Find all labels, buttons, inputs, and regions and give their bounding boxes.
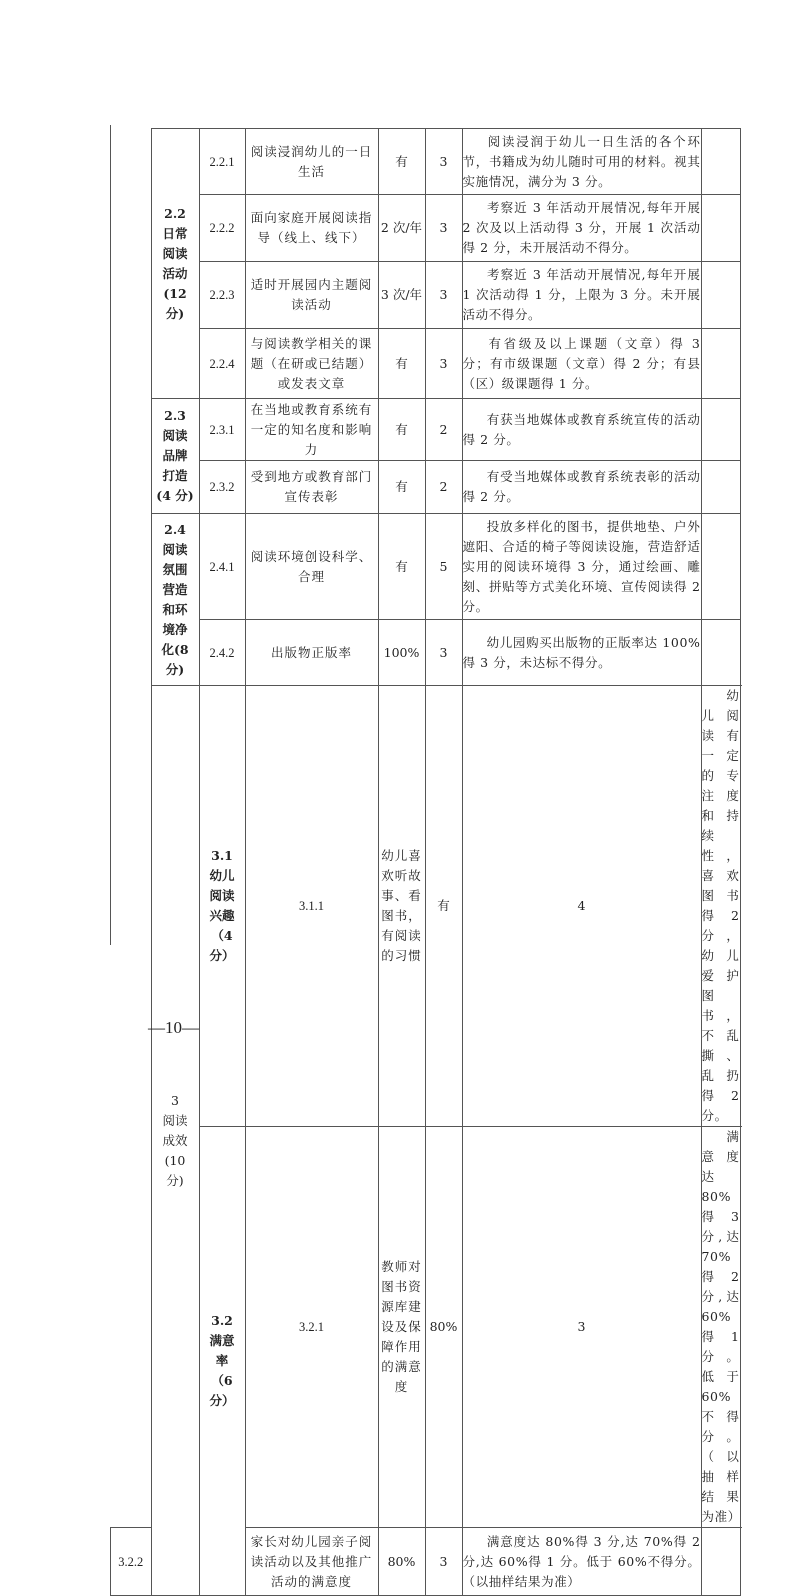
scoring-criteria <box>462 620 701 686</box>
sub-category-line: 活动 <box>162 265 188 281</box>
table-row <box>111 262 741 329</box>
table-row <box>111 329 741 399</box>
remarks-cell <box>701 195 740 262</box>
sub-category-3-1 <box>199 686 245 1127</box>
item-score: 5 <box>425 514 462 620</box>
sub-category-line: 分) <box>165 661 185 677</box>
criteria-text: 有获当地媒体或教育系统宣传的活动得 2 分。 <box>462 411 701 447</box>
table-row <box>111 620 741 686</box>
item-standard: 80% <box>378 1528 425 1596</box>
item-standard: 3 次/年 <box>378 262 425 329</box>
sub-category-line: 分） <box>209 1393 235 1408</box>
criteria-text: 阅读浸润于幼儿一日生活的各个环节，书籍成为幼儿随时可用的材料。视其实施情况，满分为 3 分。 <box>462 133 701 189</box>
item-description: 面向家庭开展阅读指导（线上、线下） <box>245 195 378 262</box>
major-category-cell-empty <box>111 129 152 1528</box>
sub-category-line: 化(8 <box>161 641 189 657</box>
page-number: —10— <box>148 1018 199 1037</box>
sub-category-line: （6 <box>211 1373 233 1388</box>
sub-category-line: 打造 <box>162 468 188 483</box>
item-code: 2.4.1 <box>199 514 245 620</box>
remarks-cell <box>701 329 740 399</box>
remarks-cell <box>701 262 740 329</box>
item-description: 受到地方或教育部门宣传表彰 <box>245 461 378 514</box>
remarks-cell <box>701 514 740 620</box>
item-score: 2 <box>425 399 462 461</box>
sub-category-line: 品牌 <box>162 448 188 463</box>
sub-category-line: 阅读 <box>162 245 188 261</box>
sub-category-line: 氛围 <box>162 561 188 577</box>
scoring-criteria <box>462 262 701 329</box>
item-code: 2.2.3 <box>199 262 245 329</box>
scoring-criteria <box>462 129 701 195</box>
scoring-criteria <box>701 1127 740 1528</box>
item-code: 3.2.1 <box>245 1127 378 1528</box>
remarks-cell <box>701 620 740 686</box>
sub-category-2-2 <box>151 129 199 399</box>
item-score: 3 <box>425 262 462 329</box>
item-score: 3 <box>462 1127 701 1528</box>
item-standard: 2 次/年 <box>378 195 425 262</box>
item-description: 幼儿喜欢听故事、看图书，有阅读的习惯 <box>378 686 425 1127</box>
item-description: 适时开展园内主题阅读活动 <box>245 262 378 329</box>
sub-category-2-3 <box>151 399 199 514</box>
item-code: 2.3.1 <box>199 399 245 461</box>
item-description: 教师对图书资源库建设及保障作用的满意度 <box>378 1127 425 1528</box>
criteria-text: 幼儿阅读有一定的专注度和持续性，喜欢图书得 2 分，幼儿爱护图书，不乱撕、乱扔得 2 分。 <box>701 688 740 1123</box>
sub-category-line: 分） <box>209 948 235 963</box>
item-standard: 有 <box>378 329 425 399</box>
sub-category-line: 率 <box>215 1353 229 1368</box>
sub-category-line: (4 分) <box>156 488 194 503</box>
item-standard: 100% <box>378 620 425 686</box>
scoring-criteria <box>462 1528 701 1596</box>
item-description: 家长对幼儿园亲子阅读活动以及其他推广活动的满意度 <box>245 1528 378 1596</box>
criteria-text: 考察近 3 年活动开展情况,每年开展 1 次活动得 1 分，上限为 3 分。未开展活动不得分。 <box>462 267 701 322</box>
item-standard: 有 <box>378 514 425 620</box>
sub-category-line: 日常 <box>162 225 188 241</box>
major-category-line: 3 <box>171 1092 179 1108</box>
item-description: 阅读浸润幼儿的一日生活 <box>245 129 378 195</box>
criteria-text: 有受当地媒体或教育系统表彰的活动得 2 分。 <box>462 469 701 504</box>
item-standard: 有 <box>378 461 425 514</box>
sub-category-line: 2.4 <box>164 521 186 537</box>
scoring-criteria <box>462 399 701 461</box>
remarks-cell <box>701 129 740 195</box>
table-row <box>111 514 741 620</box>
sub-category-line: （4 <box>211 928 233 943</box>
item-code: 2.3.2 <box>199 461 245 514</box>
scoring-criteria <box>462 514 701 620</box>
sub-category-2-4 <box>151 514 199 686</box>
item-standard: 有 <box>378 129 425 195</box>
item-score: 3 <box>425 620 462 686</box>
scoring-criteria <box>701 686 740 1127</box>
major-category-line: (10 <box>164 1152 186 1168</box>
item-code: 2.2.2 <box>199 195 245 262</box>
sub-category-line: 境净 <box>162 621 188 637</box>
item-score: 4 <box>462 686 701 1127</box>
item-code: 2.2.1 <box>199 129 245 195</box>
table-row <box>111 399 741 461</box>
criteria-text: 幼儿园购买出版物的正版率达 100% 得 3 分，未达标不得分。 <box>462 634 701 670</box>
sub-category-line: 幼儿 <box>209 868 235 883</box>
table-row <box>111 195 741 262</box>
sub-category-line: 阅读 <box>209 888 235 903</box>
sub-category-line: (12 <box>163 285 187 301</box>
remarks-cell <box>740 686 741 1127</box>
item-standard: 80% <box>425 1127 462 1528</box>
major-category-line: 阅读 <box>162 1112 188 1128</box>
sub-category-line: 兴趣 <box>209 908 235 923</box>
criteria-text: 有省级及以上课题（文章）得 3 分；有市级课题（文章）得 2 分；有县（区）级课题得 1 分。 <box>462 335 701 391</box>
sub-category-line: 2.2 <box>164 205 186 221</box>
criteria-text: 满意度达 80%得 3 分,达 70%得 2 分,达 60%得 1 分。低于 60%不得分。（以抽样结果为准） <box>701 1129 741 1524</box>
item-standard: 有 <box>378 399 425 461</box>
remarks-cell <box>701 399 740 461</box>
sub-category-line: 和环 <box>162 601 188 617</box>
sub-category-line: 2.3 <box>164 408 186 423</box>
item-code: 3.2.2 <box>111 1528 152 1596</box>
item-score: 3 <box>425 329 462 399</box>
item-code: 2.2.4 <box>199 329 245 399</box>
item-standard: 有 <box>425 686 462 1127</box>
criteria-text: 考察近 3 年活动开展情况,每年开展 2 次及以上活动得 3 分，开展 1 次活动得 2 分，未开展活动不得分。 <box>462 200 701 255</box>
item-score: 3 <box>425 1528 462 1596</box>
sub-category-line: 营造 <box>162 581 188 597</box>
scoring-criteria <box>462 329 701 399</box>
item-code: 2.4.2 <box>199 620 245 686</box>
table-row <box>111 686 741 1127</box>
criteria-text: 满意度达 80%得 3 分,达 70%得 2 分,达 60%得 1 分。低于 60%不得分。（以抽样结果为准） <box>462 1533 701 1589</box>
item-description: 与阅读教学相关的课题（在研或已结题）或发表文章 <box>245 329 378 399</box>
remarks-cell <box>701 461 740 514</box>
item-description: 出版物正版率 <box>245 620 378 686</box>
evaluation-table <box>110 128 741 1596</box>
item-code: 3.1.1 <box>245 686 378 1127</box>
table-row <box>111 461 741 514</box>
sub-category-line: 阅读 <box>162 541 188 557</box>
table-row <box>111 129 741 195</box>
item-score: 2 <box>425 461 462 514</box>
table-row <box>111 1127 741 1528</box>
criteria-text: 投放多样化的图书，提供地垫、户外遮阳、合适的椅子等阅读设施，营造舒适实用的阅读环境得 3 分，通过绘画、雕刻、拼贴等方式美化环境、宣传阅读得 2 分。 <box>462 518 701 614</box>
scoring-criteria <box>462 461 701 514</box>
item-score: 3 <box>425 129 462 195</box>
sub-category-3-2 <box>199 1127 245 1596</box>
remarks-cell <box>701 1528 740 1596</box>
item-score: 3 <box>425 195 462 262</box>
major-category-line: 分) <box>166 1172 184 1188</box>
item-description: 在当地或教育系统有一定的知名度和影响力 <box>245 399 378 461</box>
major-category-3 <box>151 686 199 1596</box>
sub-category-line: 阅读 <box>162 428 188 443</box>
sub-category-line: 分) <box>165 305 185 321</box>
item-description: 阅读环境创设科学、合理 <box>245 514 378 620</box>
sub-category-line: 满意 <box>209 1333 235 1348</box>
remarks-cell <box>740 1127 741 1528</box>
major-category-line: 成效 <box>162 1132 188 1148</box>
sub-category-line: 3.1 <box>211 848 233 863</box>
sub-category-line: 3.2 <box>211 1313 233 1328</box>
scoring-criteria <box>462 195 701 262</box>
